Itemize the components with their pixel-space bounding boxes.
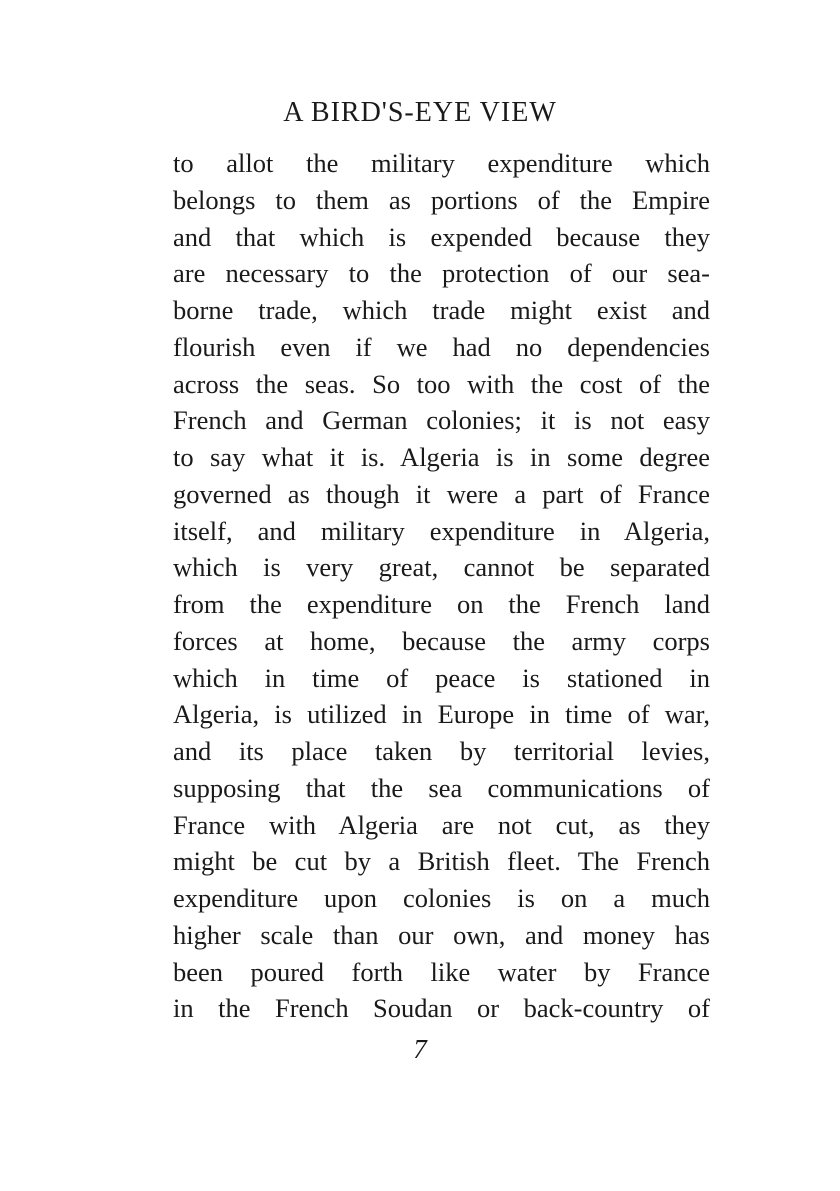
text-line: itself, and military expenditure in Algeria, [173, 515, 710, 546]
text-line: Algeria, is utilized in Europe in time of war, [173, 699, 710, 730]
text-line: supposing that the sea communications of [173, 772, 710, 803]
text-line: across the seas. So too with the cost of the [173, 368, 710, 399]
text-line: which is very great, cannot be separated [173, 552, 710, 583]
text-line: are necessary to the protection of our sea- [173, 258, 710, 289]
text-line: higher scale than our own, and money has [173, 919, 710, 950]
text-line: flourish even if we had no dependencies [173, 331, 710, 362]
text-line: forces at home, because the army corps [173, 625, 710, 656]
text-line: belongs to them as portions of the Empire [173, 184, 710, 215]
text-line: which in time of peace is stationed in [173, 662, 710, 693]
text-line: been poured forth like water by France [173, 956, 710, 987]
text-line: to say what it is. Algeria is in some degree [173, 442, 710, 472]
page-number: 7 [413, 1034, 427, 1064]
text-line: expenditure upon colonies is on a much [173, 883, 710, 913]
text-line: and that which is expended because they [173, 221, 710, 252]
body-text [173, 145, 710, 1027]
text-line: in the French Soudan or back-country of [173, 993, 710, 1024]
text-line: France with Algeria are not cut, as they [173, 809, 710, 840]
text-line: French and German colonies; it is not easy [173, 405, 710, 436]
running-head: A BIRD'S-EYE VIEW [283, 97, 557, 128]
text-line: and its place taken by territorial levies, [173, 736, 710, 766]
text-line: might be cut by a British fleet. The French [173, 846, 710, 877]
text-line: from the expenditure on the French land [173, 589, 710, 619]
text-line: borne trade, which trade might exist and [173, 295, 710, 325]
text-line: governed as though it were a part of France [173, 478, 710, 509]
text-line: to allot the military expenditure which [173, 148, 710, 178]
